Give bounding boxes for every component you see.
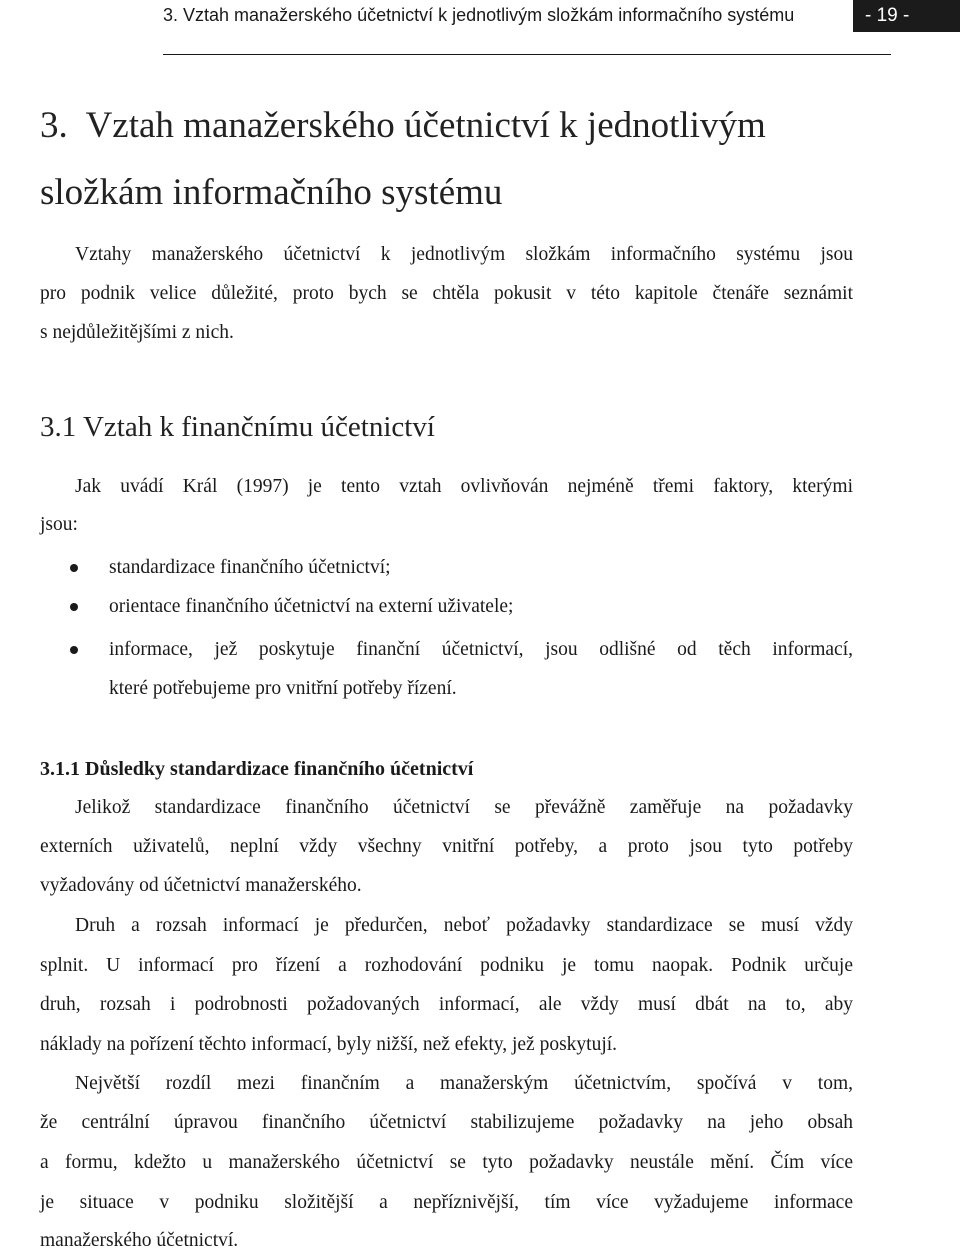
chapter-title-line-2: složkám informačního systému	[40, 172, 503, 213]
text-line: druh, rozsah i podrobnosti požadovaných informací, ale vždy musí dbát na to, aby	[40, 994, 853, 1015]
section-title-3-1-1: 3.1.1 Důsledky standardizace finančního účetnictví	[40, 758, 474, 780]
bullet-icon	[70, 564, 78, 572]
text-line: manažerského účetnictví.	[40, 1230, 239, 1251]
text-line: Největší rozdíl mezi finančním a manažerským účetnictvím, spočívá v tom,	[75, 1073, 853, 1094]
text-line: Jak uvádí Král (1997) je tento vztah ovlivňován nejméně třemi faktory, kterými	[75, 476, 853, 497]
list-item-text: informace, jež poskytuje finanční účetnictví, jsou odlišné od těch informací,	[109, 639, 853, 660]
text-line: pro podnik velice důležité, proto bych se chtěla pokusit v této kapitole čtenáře seznámit	[40, 283, 853, 304]
text-line: externích uživatelů, neplní vždy všechny vnitřní potřeby, a proto jsou tyto potřeby	[40, 836, 853, 857]
running-header	[0, 0, 960, 36]
text-line: je situace v podniku složitější a nepříznivější, tím více vyžadujeme informace	[40, 1192, 853, 1213]
section-title-3-1: 3.1 Vztah k finančnímu účetnictví	[40, 411, 435, 443]
text-line: náklady na pořízení těchto informací, byly nižší, než efekty, jež poskytují.	[40, 1034, 618, 1055]
chapter-title	[40, 92, 920, 226]
list-item-text: které potřebujeme pro vnitřní potřeby řízení.	[109, 678, 457, 699]
running-header-title: 3. Vztah manažerského účetnictví k jednotlivým složkám informačního systému	[163, 5, 795, 25]
text-line: že centrální úpravou finančního účetnictví stabilizujeme požadavky na jeho obsah	[40, 1112, 853, 1133]
text-line: a formu, kdežto u manažerského účetnictví se tyto požadavky neustále mění. Čím více	[40, 1152, 853, 1173]
bullet-icon	[70, 603, 78, 611]
list-item-text: standardizace finančního účetnictví;	[109, 557, 391, 578]
text-line: Vztahy manažerského účetnictví k jednotlivým složkám informačního systému jsou	[75, 244, 853, 265]
text-line: splnit. U informací pro řízení a rozhodování podniku je tomu naopak. Podnik určuje	[40, 955, 853, 976]
text-line: Druh a rozsah informací je předurčen, neboť požadavky standardizace se musí vždy	[75, 915, 853, 936]
text-line: s nejdůležitějšími z nich.	[40, 322, 234, 343]
text-line: Jelikož standardizace finančního účetnictví se převážně zaměřuje na požadavky	[75, 797, 853, 818]
header-rule	[163, 54, 891, 55]
page-number-badge: - 19 -	[853, 0, 960, 32]
list-item-text: orientace finančního účetnictví na externí uživatele;	[109, 596, 514, 617]
text-line: vyžadovány od účetnictví manažerského.	[40, 875, 362, 896]
chapter-title-line-1: 3. Vztah manažerského účetnictví k jednotlivým	[40, 105, 766, 146]
text-line: jsou:	[40, 514, 78, 535]
bullet-icon	[70, 646, 78, 654]
